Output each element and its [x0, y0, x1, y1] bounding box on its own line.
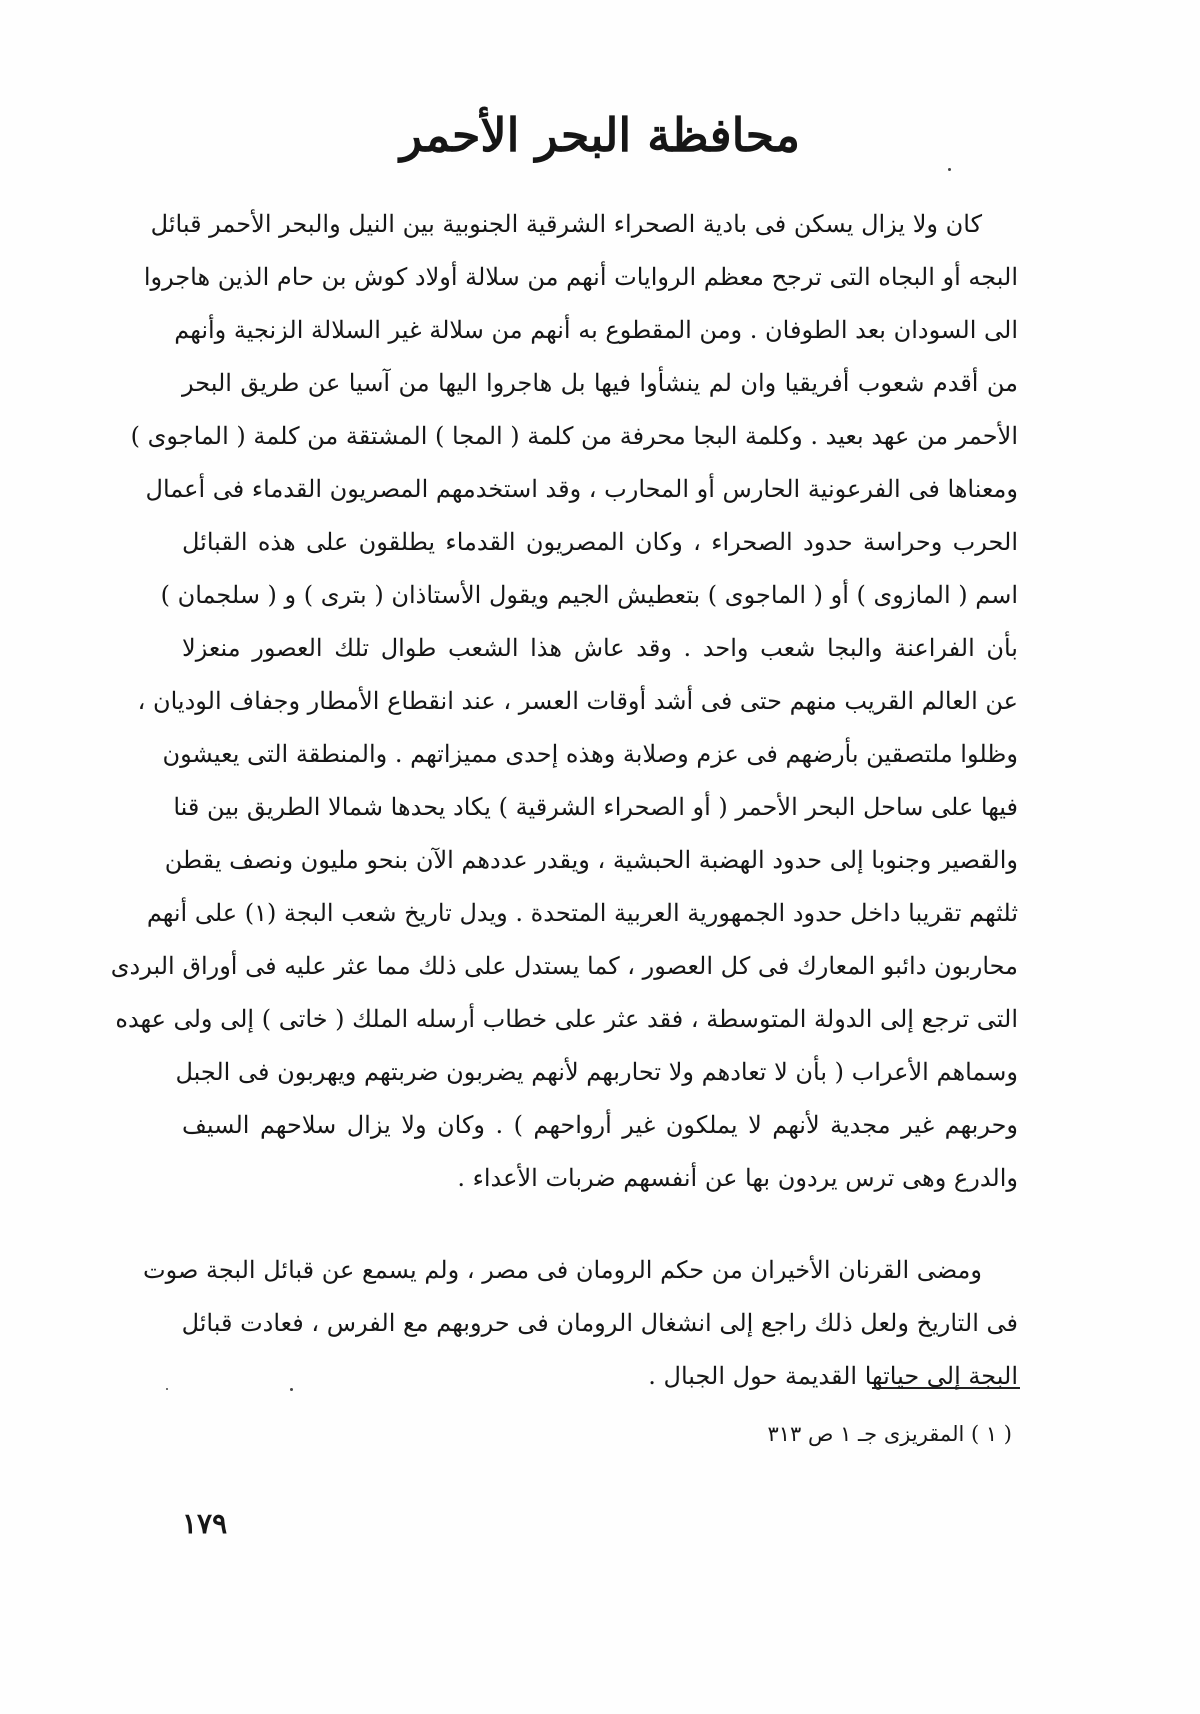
text-line: الأحمر من عهد بعيد . وكلمة البجا محرفة من كلمة ( المجا ) المشتقة من كلمة ( الماجوى )	[130, 422, 1018, 450]
text-line: البجه أو البجاه التى ترجح معظم الروايات أنهم من سلالة أولاد كوش بن حام الذين هاجروا	[143, 263, 1018, 291]
text-line: بأن الفراعنة والبجا شعب واحد . وقد عاش هذا الشعب طوال تلك العصور منعزلا	[182, 634, 1018, 662]
page-number: ١٧٩	[182, 1507, 228, 1540]
text-line: الحرب وحراسة حدود الصحراء ، وكان المصريون القدماء يطلقون على هذه القبائل	[182, 528, 1018, 556]
text-line: ومعناها فى الفرعونية الحارس أو المحارب ، وقد استخدمهم المصريون القدماء فى أعمال	[145, 475, 1018, 503]
print-speck	[166, 1388, 168, 1390]
text-line: البجة إلى حياتها القديمة حول الجبال .	[648, 1362, 1018, 1390]
footnote-divider	[872, 1387, 1020, 1389]
text-line: وسماهم الأعراب ( بأن لا تعادهم ولا تحاربهم لأنهم يضربون ضربتهم ويهربون فى الجبل	[175, 1058, 1018, 1086]
print-speck	[290, 1388, 293, 1391]
text-line: والقصير وجنوبا إلى حدود الهضبة الحبشية ، ويقدر عددهم الآن بنحو مليون ونصف يقطن	[164, 846, 1018, 874]
text-line: فيها على ساحل البحر الأحمر ( أو الصحراء الشرقية ) يكاد يحدها شمالا الطريق بين قنا	[173, 793, 1018, 821]
footnote: ( ١ ) المقريزى جـ ١ ص ٣١٣	[767, 1422, 1012, 1446]
paragraph-1	[110, 198, 1019, 1205]
paragraph-2	[143, 1244, 1018, 1403]
text-line: وظلوا ملتصقين بأرضهم فى عزم وصلابة وهذه إحدى مميزاتهم . والمنطقة التى يعيشون	[162, 740, 1018, 768]
print-speck	[948, 168, 951, 171]
text-line: ثلثهم تقريبا داخل حدود الجمهورية العربية المتحدة . ويدل تاريخ شعب البجة (١) على أنهم	[146, 899, 1018, 927]
text-line: التى ترجع إلى الدولة المتوسطة ، فقد عثر على خطاب أرسله الملك ( خاتى ) إلى ولى عهده	[115, 1005, 1018, 1033]
text-line: وحربهم غير مجدية لأنهم لا يملكون غير أرواحهم ) . وكان ولا يزال سلاحهم السيف	[182, 1111, 1019, 1139]
text-line: الى السودان بعد الطوفان . ومن المقطوع به أنهم من سلالة غير السلالة الزنجية وأنهم	[174, 316, 1018, 344]
text-line: ومضى القرنان الأخيران من حكم الرومان فى مصر ، ولم يسمع عن قبائل البجة صوت	[143, 1256, 982, 1284]
text-line: اسم ( المازوى ) أو ( الماجوى ) بتعطيش الجيم ويقول الأستاذان ( بترى ) و ( سلجمان )	[160, 581, 1018, 609]
text-line: محاربون دائبو المعارك فى كل العصور ، كما يستدل على ذلك مما عثر عليه فى أوراق البردى	[110, 952, 1018, 980]
text-line: فى التاريخ ولعل ذلك راجع إلى انشغال الرومان فى حروبهم مع الفرس ، فعادت قبائل	[181, 1309, 1018, 1337]
page-title: محافظة البحر الأحمر	[400, 108, 800, 162]
text-line: من أقدم شعوب أفريقيا وان لم ينشأوا فيها بل هاجروا اليها من آسيا عن طريق البحر	[182, 369, 1018, 397]
text-line: كان ولا يزال يسكن فى بادية الصحراء الشرقية الجنوبية بين النيل والبحر الأحمر قبائل	[150, 210, 982, 238]
text-line: عن العالم القريب منهم حتى فى أشد أوقات العسر ، عند انقطاع الأمطار وجفاف الوديان ،	[137, 687, 1018, 715]
text-line: والدرع وهى ترس يردون بها عن أنفسهم ضربات الأعداء .	[457, 1164, 1018, 1192]
